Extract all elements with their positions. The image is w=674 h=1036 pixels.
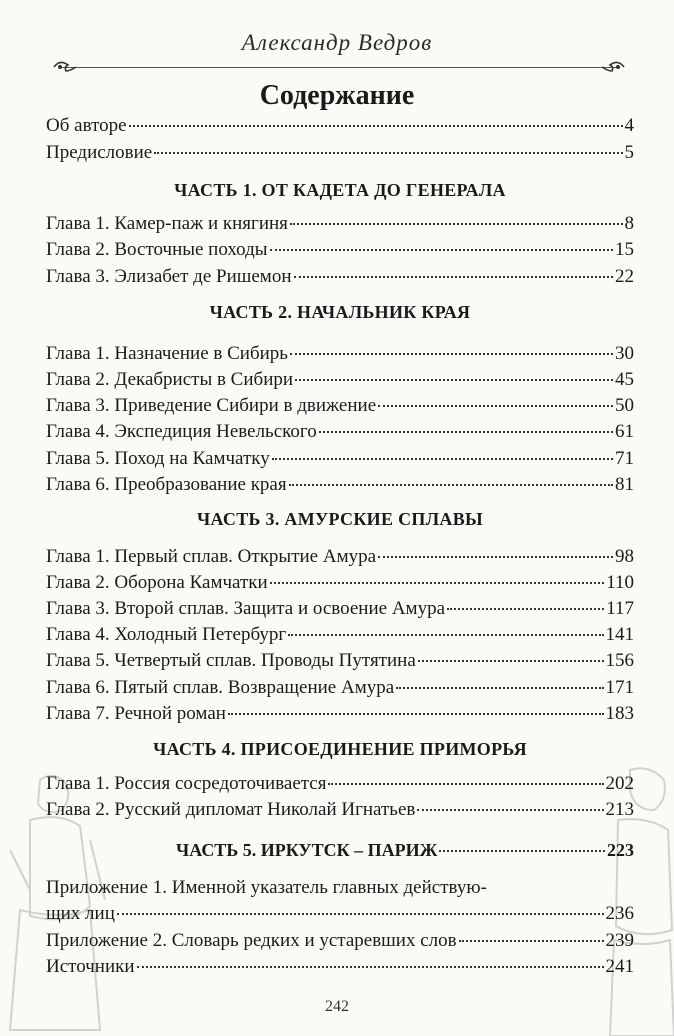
toc-entry[interactable]: [46, 472, 634, 498]
toc-entry-title: Глава 6. Пятый сплав. Возвращение Амура: [46, 677, 395, 698]
dot-leader: [272, 458, 613, 460]
toc-entry-page: 117: [606, 598, 634, 619]
toc-entry-title: Глава 3. Элизабет де Ришемон: [46, 266, 292, 287]
dot-leader: [294, 276, 614, 278]
toc-entry[interactable]: [46, 393, 634, 419]
dot-leader: [378, 556, 613, 558]
toc-entry-page: 141: [605, 624, 634, 645]
toc-entry-page: 156: [605, 650, 634, 671]
ornament-right-icon: [600, 57, 626, 77]
dot-leader: [290, 353, 613, 355]
toc-entry[interactable]: [46, 367, 634, 393]
ornament-left-icon: [52, 57, 78, 77]
toc-entry-title: ЧАСТЬ 5. ИРКУТСК – ПАРИЖ: [176, 840, 438, 860]
toc-entry[interactable]: [46, 622, 634, 648]
toc-entry-title: Глава 1. Первый сплав. Открытие Амура: [46, 546, 377, 567]
toc-entry-page: 4: [624, 115, 634, 136]
toc-entry[interactable]: [46, 341, 634, 367]
dot-leader: [290, 223, 623, 225]
part-heading-5[interactable]: [176, 837, 634, 863]
toc-entry[interactable]: [46, 237, 634, 263]
toc-entry-title: Глава 4. Холодный Петербург: [46, 624, 287, 645]
toc-entry-page: 5: [624, 142, 634, 163]
toc-entry-title: Источники: [46, 956, 135, 977]
toc-entry-page: 213: [605, 799, 634, 820]
dot-leader: [137, 966, 604, 968]
toc-entry-preface[interactable]: [46, 140, 634, 166]
toc-entry-title: Глава 6. Преобразование края: [46, 474, 287, 495]
toc-entry-page: 8: [624, 213, 634, 234]
dot-leader: [154, 152, 622, 154]
toc-entry-page: 61: [615, 421, 634, 442]
dot-leader: [447, 608, 604, 610]
toc-entry-page: 241: [605, 956, 634, 977]
toc-entry[interactable]: [46, 701, 634, 727]
running-head: Александр Ведров: [241, 30, 433, 55]
dot-leader: [396, 687, 603, 689]
dot-leader: [319, 431, 613, 433]
toc-entry[interactable]: [46, 211, 634, 237]
toc-entry-page: 45: [615, 369, 634, 390]
toc-entry-sources[interactable]: [46, 954, 634, 980]
toc-entry-title: Глава 3. Второй сплав. Защита и освоение Амура: [46, 598, 445, 619]
toc-entry-page: 50: [615, 395, 634, 416]
toc-entry[interactable]: [46, 544, 634, 570]
toc-entry[interactable]: [46, 264, 634, 290]
part-heading-3: ЧАСТЬ 3. АМУРСКИЕ СПЛАВЫ: [197, 509, 483, 529]
toc-entry-title: Глава 2. Восточные походы: [46, 239, 268, 260]
toc-entry-title: Глава 5. Поход на Камчатку: [46, 448, 270, 469]
toc-entry-title: Глава 1. Назначение в Сибирь: [46, 343, 288, 364]
toc-entry-page: 239: [605, 930, 634, 951]
toc-entry-page: 30: [615, 343, 634, 364]
toc-entry[interactable]: [46, 797, 634, 823]
toc-entry-page: 183: [605, 703, 634, 724]
dot-leader: [295, 379, 613, 381]
dot-leader: [328, 783, 603, 785]
dot-leader: [129, 125, 623, 127]
page-title: Содержание: [259, 80, 415, 111]
toc-entry-title: Глава 2. Оборона Камчатки: [46, 572, 268, 593]
toc-entry-page: 236: [605, 903, 634, 924]
toc-entry-page: 110: [606, 572, 634, 593]
toc-entry-title: Глава 2. Русский дипломат Николай Игнатьев: [46, 799, 416, 820]
toc-entry[interactable]: [46, 419, 634, 445]
toc-entry-page: 171: [605, 677, 634, 698]
toc-entry-page: 71: [615, 448, 634, 469]
dot-leader: [270, 582, 605, 584]
toc-entry-page: 223: [607, 840, 634, 860]
toc-entry-title: Глава 7. Речной роман: [46, 703, 226, 724]
toc-entry[interactable]: [46, 596, 634, 622]
toc-entry-appendix-1[interactable]: [46, 901, 634, 927]
dot-leader: [439, 850, 605, 852]
dot-leader: [417, 809, 603, 811]
toc-entry-title: щих лиц: [46, 903, 115, 924]
toc-entry-title: Приложение 2. Словарь редких и устаревших слов: [46, 930, 457, 951]
toc-entry-title: Глава 3. Приведение Сибири в движение: [46, 395, 377, 416]
dot-leader: [459, 940, 604, 942]
toc-entry[interactable]: [46, 648, 634, 674]
dot-leader: [228, 713, 604, 715]
appendix-1-line-1: Приложение 1. Именной указатель главных действую-: [46, 877, 487, 898]
dot-leader: [270, 249, 613, 251]
toc-entry-title: Предисловие: [46, 142, 153, 163]
part-heading-2: ЧАСТЬ 2. НАЧАЛЬНИК КРАЯ: [209, 302, 471, 322]
header-rule: [60, 67, 620, 68]
toc-entry-page: 202: [605, 773, 634, 794]
toc-entry[interactable]: [46, 570, 634, 596]
dot-leader: [117, 913, 604, 915]
dot-leader: [288, 634, 603, 636]
dot-leader: [378, 405, 613, 407]
dot-leader: [289, 484, 613, 486]
toc-entry[interactable]: [46, 771, 634, 797]
toc-entry-appendix-2[interactable]: [46, 928, 634, 954]
toc-entry-title: Глава 2. Декабристы в Сибири: [46, 369, 294, 390]
toc-entry-page: 98: [615, 546, 634, 567]
toc-entry-title: Глава 1. Россия сосредоточивается: [46, 773, 327, 794]
part-heading-1: ЧАСТЬ 1. ОТ КАДЕТА ДО ГЕНЕРАЛА: [174, 180, 506, 200]
toc-entry-title: Об авторе: [46, 115, 127, 136]
toc-entry-page: 22: [615, 266, 634, 287]
toc-entry-title: Глава 1. Камер-паж и княгиня: [46, 213, 288, 234]
toc-entry-page: 81: [615, 474, 634, 495]
dot-leader: [418, 660, 604, 662]
toc-entry-page: 15: [615, 239, 634, 260]
toc-entry[interactable]: [46, 446, 634, 472]
toc-entry-title: Глава 4. Экспедиция Невельского: [46, 421, 317, 442]
page-number: 242: [325, 998, 349, 1015]
toc-entry[interactable]: [46, 675, 634, 701]
part-heading-4: ЧАСТЬ 4. ПРИСОЕДИНЕНИЕ ПРИМОРЬЯ: [153, 739, 527, 759]
toc-entry-about-author[interactable]: [46, 113, 634, 139]
toc-entry-title: Глава 5. Четвертый сплав. Проводы Путятина: [46, 650, 416, 671]
